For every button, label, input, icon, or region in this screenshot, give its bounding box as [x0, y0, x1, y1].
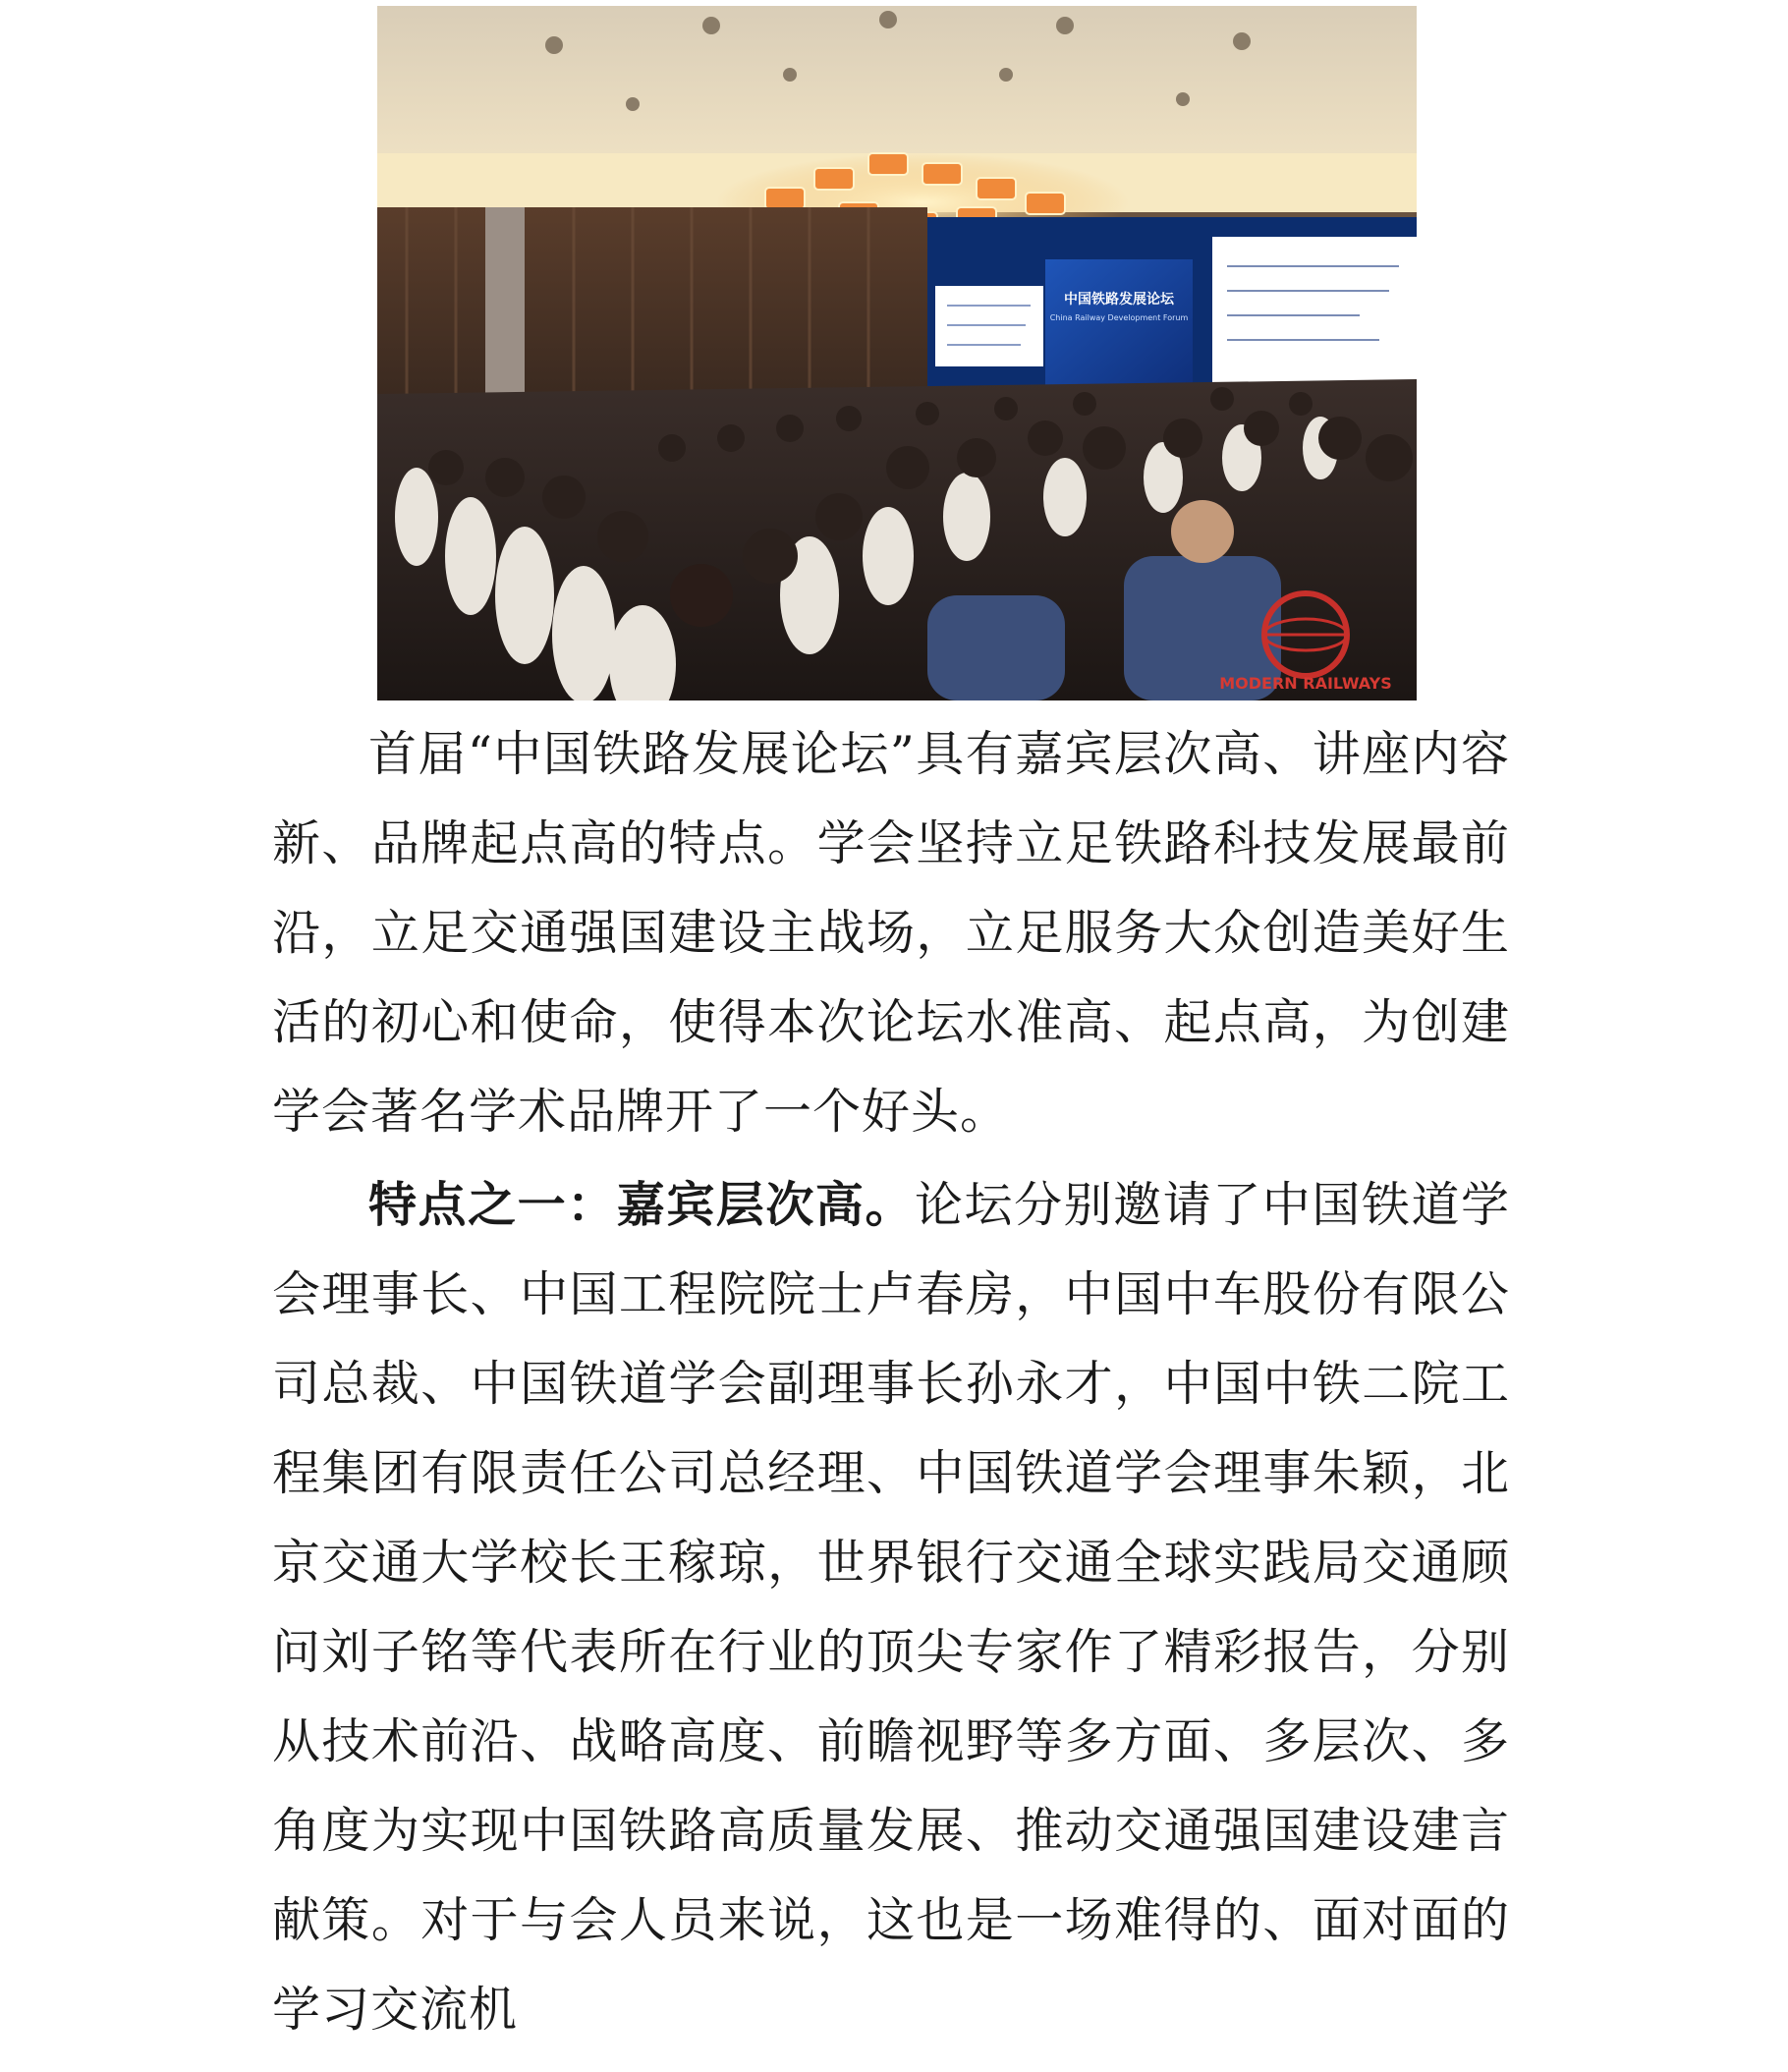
screen-title-cn: 中国铁路发展论坛 [1064, 292, 1174, 308]
watermark-text: MODERN RAILWAYS [1219, 674, 1392, 693]
paragraph-2 [272, 1160, 1510, 2054]
screen-title-en: China Railway Development Forum [1049, 313, 1189, 322]
paragraph-2-text: 论坛分别邀请了中国铁道学会理事长、中国工程院院士卢春房，中国中车股份有限公司总裁、中国铁道学会副理事长孙永才，中国中铁二院工程集团有限责任公司总经理、中国铁道学会理事朱颖，北京交通大学校长王稼琼，世界银行交通全球实践局交通顾问刘子铭等代表所在行业的顶尖专家作了精彩报告，分别从技术前沿、战略高度、前瞻视野等多方面、多层次、多角度为实现中国铁路高质量发展、推动交通强国建设建言献策。对于与会人员来说，这也是一场难得的、面对面的学习交流机 [272, 1177, 1510, 2038]
forum-photo [377, 6, 1417, 700]
article-body [272, 709, 1510, 2054]
paragraph-2-lead: 特点之一：嘉宾层次高。 [368, 1177, 915, 1233]
forum-photo-illustration [377, 6, 1417, 700]
paragraph-1 [272, 709, 1510, 1156]
paragraph-1-text: 首届“中国铁路发展论坛”具有嘉宾层次高、讲座内容新、品牌起点高的特点。学会坚持立足铁路科技发展最前沿，立足交通强国建设主战场，立足服务大众创造美好生活的初心和使命，使得本次论坛水准高、起点高，为创建学会著名学术品牌开了一个好头。 [272, 726, 1510, 1140]
